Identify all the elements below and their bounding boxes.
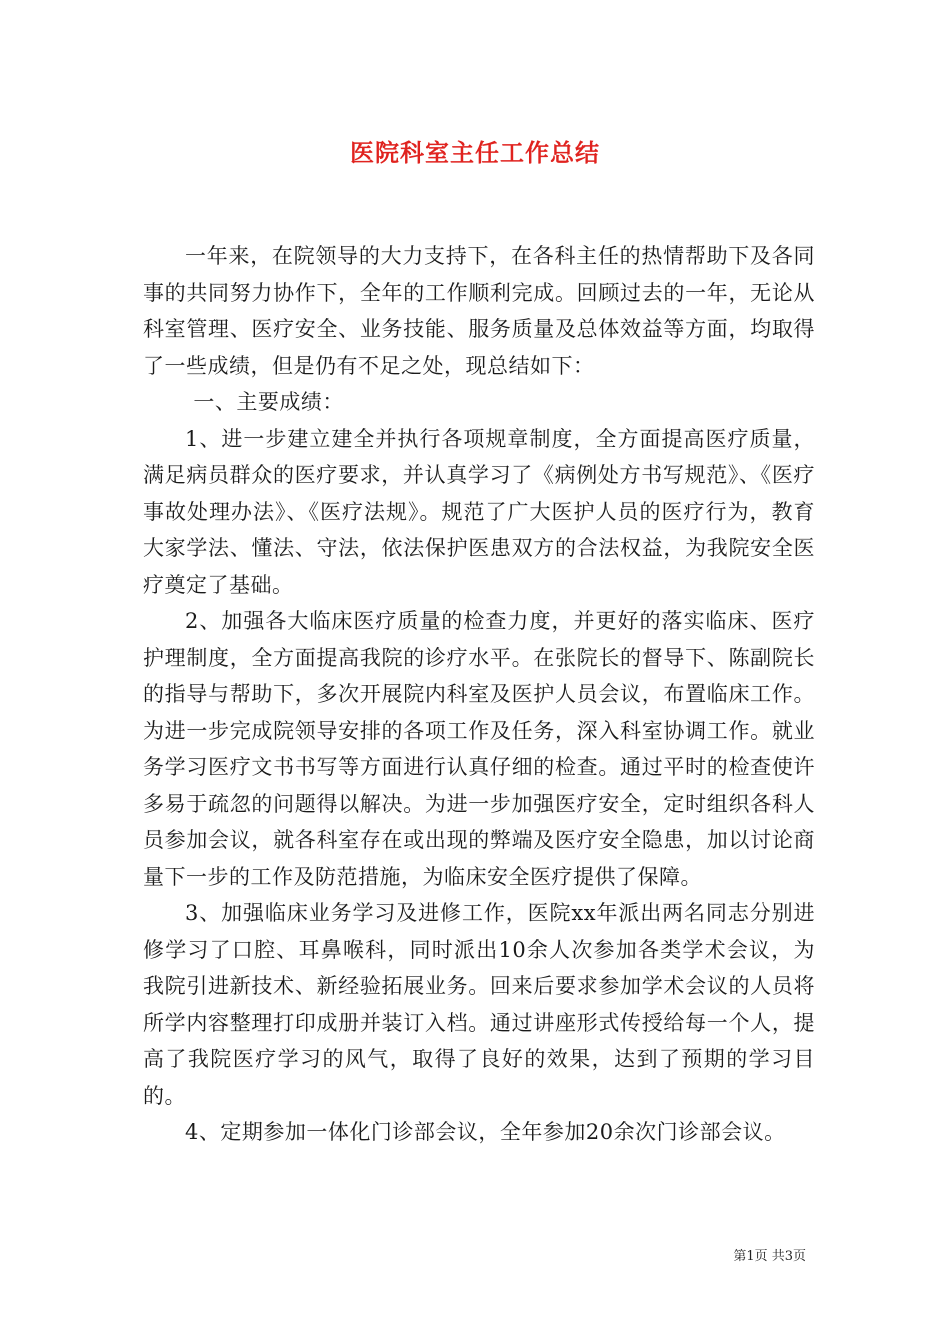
paragraph-item-4: 4、定期参加一体化门诊部会议，全年参加20余次门诊部会议。 [185, 1120, 786, 1144]
document-title: 医院科室主任工作总结 [350, 138, 600, 167]
section-heading-main-achievements: 一、主要成绩： [193, 390, 344, 414]
paragraph-item-1: 1、进一步建立建全并执行各项规章制度，全方面提高医疗质量，满足病员群众的医疗要求，并认真学习了《病例处方书写规范》、《医疗事故处理办法》、《医疗法规》。规范了广大医护人员的医疗行为，教育大家学法、懂法、守法，依法保护医患双方的合法权益，为我院安全医疗奠定了基础。 [143, 426, 815, 597]
page-number-indicator: 第1页 共3页 [733, 1249, 806, 1264]
paragraph-item-2: 2、加强各大临床医疗质量的检查力度，并更好的落实临床、医疗护理制度，全方面提高我院的诊疗水平。在张院长的督导下、陈副院长的指导与帮助下，多次开展院内科室及医护人员会议，布置临床工作。为进一步完成院领导安排的各项工作及任务，深入科室协调工作。就业务学习医疗文书书写等方面进行认真仔细的检查。通过平时的检查使许多易于疏忽的问题得以解决。为进一步加强医疗安全，定时组织各科人员参加会议，就各科室存在或出现的弊端及医疗安全隐患，加以讨论商量下一步的工作及防范措施，为临床安全医疗提供了保障。 [143, 609, 815, 889]
paragraph-intro: 一年来，在院领导的大力支持下，在各科主任的热情帮助下及各同事的共同努力协作下，全年的工作顺利完成。回顾过去的一年，无论从科室管理、医疗安全、业务技能、服务质量及总体效益等方面，均取得了一些成绩，但是仍有不足之处，现总结如下： [143, 244, 815, 378]
paragraph-item-3: 3、加强临床业务学习及进修工作，医院xx年派出两名同志分别进修学习了口腔、耳鼻喉科，同时派出10余人次参加各类学术会议，为我院引进新技术、新经验拓展业务。回来后要求参加学术会议的人员将所学内容整理打印成册并装订入档。通过讲座形式传授给每一个人，提高了我院医疗学习的风气，取得了良好的效果，达到了预期的学习目的。 [143, 901, 815, 1108]
document-body [143, 238, 815, 1151]
